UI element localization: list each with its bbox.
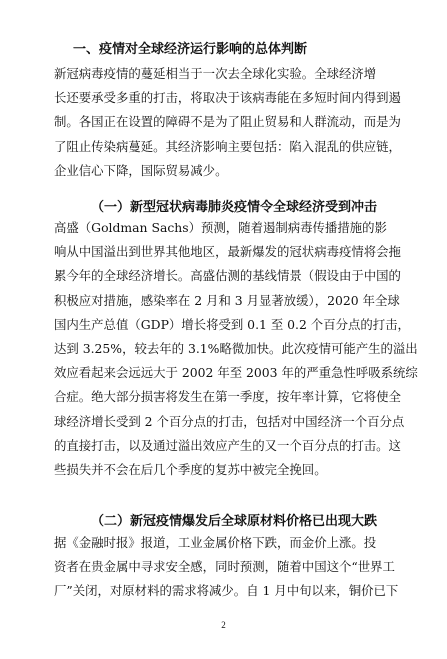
subsection-2-paragraph: [54, 531, 414, 604]
section-heading: 一、疫情对全球经济运行影响的总体判断: [73, 42, 308, 57]
paragraph-line: 厂”关闭，对原材料的需求将减少。自 1 月中旬以来，铜价已下: [54, 583, 399, 599]
intro-paragraph: [54, 62, 414, 183]
paragraph-line: 些损失并不会在后几个季度的复苏中被完全挽回。: [54, 461, 327, 477]
subsection-1-paragraph: [54, 216, 418, 482]
paragraph-line: 企业信心下降，国际贸易减少。: [54, 162, 228, 178]
paragraph-line: 了阻止传染病蔓延。其经济影响主要包括：陷入混乱的供应链，: [54, 138, 401, 154]
subsection-heading-1: （一）新型冠状病毒肺炎疫情令全球经济受到冲击: [91, 200, 378, 215]
paragraph-line: 高盛（Goldman Sachs）预测，随着遏制病毒传播措施的影: [54, 220, 387, 235]
paragraph-line: 制。各国正在设置的障碍不是为了阻止贸易和人群流动，而是为: [54, 114, 401, 130]
subsection-heading-2: （二）新冠疫情爆发后全球原材料价格已出现大跌: [91, 514, 378, 529]
paragraph-line: 累今年的全球经济增长。高盛估测的基线情景（假设由于中国的: [54, 268, 401, 284]
paragraph-line: 积极应对措施，感染率在 2 月和 3 月显著放缓），2020 年全球: [54, 292, 400, 308]
paragraph-line: 资者在贵金属中寻求安全感，同时预测，随着中国这个“世界工: [54, 559, 395, 575]
paragraph-line: 国内生产总值（GDP）增长将受到 0.1 至 0.2 个百分点的打击，: [54, 316, 410, 332]
paragraph-line: 新冠病毒疫情的蔓延相当于一次去全球化实验。全球经济增: [54, 66, 377, 81]
paragraph-line: 长还要承受多重的打击，将取决于该病毒能在多短时间内得到遏: [54, 90, 401, 106]
page-number: 2: [221, 620, 226, 630]
paragraph-line: 球经济增长受到 2 个百分点的打击，包括对中国经济一个百分点: [54, 413, 405, 429]
paragraph-line: 响从中国溢出到世界其他地区，最新爆发的冠状病毒疫情将会拖: [54, 244, 401, 260]
paragraph-line: 达到 3.25%，较去年的 3.1%略微加快。此次疫情可能产生的溢出: [54, 340, 418, 356]
paragraph-line: 据《金融时报》报道，工业金属价格下跌，而金价上涨。投: [54, 535, 377, 550]
paragraph-line: 的直接打击，以及通过溢出效应产生的又一个百分点的打击。这: [54, 437, 401, 453]
paragraph-line: 合症。绝大部分损害将发生在第一季度，按年率计算，它将使全: [54, 389, 401, 405]
paragraph-line: 效应看起来会远远大于 2002 年至 2003 年的严重急性呼吸系统综: [54, 365, 418, 381]
